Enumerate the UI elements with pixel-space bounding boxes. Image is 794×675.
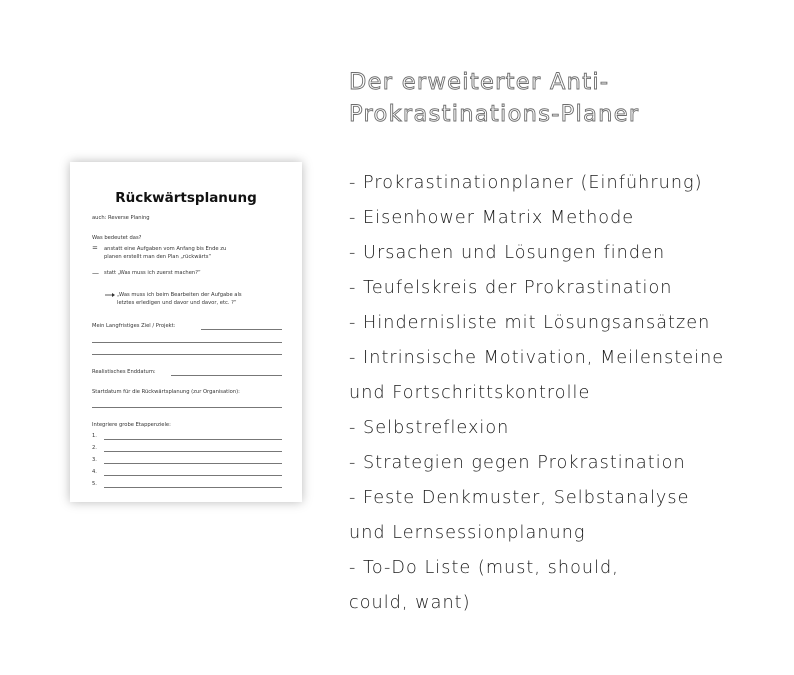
milestones-label: Integriere grobe Etappenziele: [92,422,171,428]
milestone-number: 5. [92,481,97,487]
worksheet-title: Rückwärtsplanung [115,190,257,206]
explanation-line-1: anstatt eine Aufgaben vom Anfang bis Ende zu [104,246,227,252]
milestone-number: 4. [92,469,97,475]
equals-mark: = [92,244,98,252]
start-date-line [92,407,282,408]
dash-mark: — [92,269,99,277]
milestone-line [104,451,282,452]
feature-list-item: - Prokrastinationplaner (Einführung) [349,173,703,193]
milestone-number: 3. [92,457,97,463]
feature-list-item: und Fortschrittskontrolle [349,383,591,403]
milestone-line [104,439,282,440]
feature-list-item: - Selbstreflexion [349,418,510,438]
feature-list-item: - Feste Denkmuster, Selbstanalyse [349,488,690,508]
milestone-number: 1. [92,433,97,439]
feature-list-item: und Lernsessionplanung [349,523,586,543]
long-goal-line [92,354,282,355]
end-date-label: Realistisches Enddatum: [92,369,156,375]
worksheet-preview [70,162,302,502]
milestone-number: 2. [92,445,97,451]
arrow-right-icon [105,292,115,298]
feature-list-item: - Ursachen und Lösungen finden [349,243,666,263]
long-goal-label: Mein Langfristiges Ziel / Projekt: [92,323,176,329]
feature-list-item: - Teufelskreis der Prokrastination [349,278,673,298]
long-goal-line [92,342,282,343]
feature-list-item: - To-Do Liste (must, should, [349,558,619,578]
feature-list-item: - Eisenhower Matrix Methode [349,208,635,228]
question-2: statt „Was muss ich zuerst machen?“ [104,270,201,276]
feature-list-item: - Strategien gegen Prokrastination [349,453,686,473]
end-date-line [171,375,282,376]
milestone-line [104,475,282,476]
feature-list-item: - Hindernisliste mit Lösungsansätzen [349,313,711,333]
long-goal-line [201,329,282,330]
milestone-line [104,463,282,464]
feature-list-item: - Intrinsische Motivation, Meilensteine [349,348,725,368]
heading-line-2: Prokrastinations-Planer [349,101,640,127]
feature-list-item: could, want) [349,593,471,613]
feature-list [349,166,779,621]
page-heading [349,66,769,130]
answer-line-2: letztes erledigen und davor und davor, etc. ?“ [117,300,237,306]
start-date-label: Startdatum für die Rückwärtsplanung (zur Organisation): [92,389,240,395]
worksheet-subtitle: auch: Reverse Planing [92,215,150,221]
worksheet-question: Was bedeutet das? [92,235,142,241]
milestone-line [104,487,282,488]
heading-line-1: Der erweiterter Anti- [349,69,610,95]
explanation-line-2: planen erstellt man den Plan „rückwärts“ [104,254,212,260]
answer-line-1: „Was muss ich beim Bearbeiten der Aufgabe als [117,292,242,298]
